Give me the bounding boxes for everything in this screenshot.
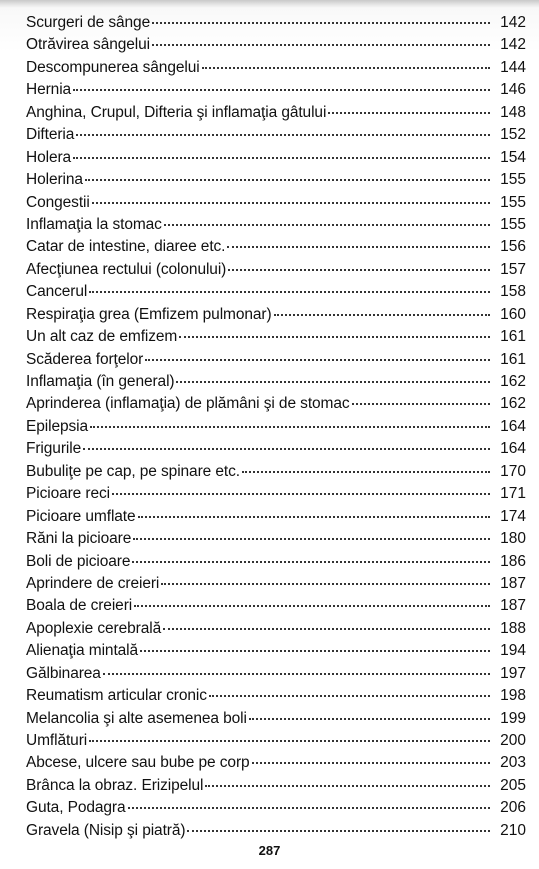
toc-entry	[26, 214, 526, 236]
toc-dot-leader	[249, 717, 490, 720]
toc-entry-page: 205	[500, 776, 526, 794]
toc-entry	[26, 192, 526, 214]
toc-entry-page: 164	[500, 417, 526, 435]
toc-entry-title: Apoplexie cerebrală	[26, 619, 162, 637]
toc-dot-leader	[161, 582, 490, 585]
toc-entry-title: Difteria	[26, 126, 75, 144]
toc-entry-page: 187	[500, 574, 526, 592]
toc-entry-title: Scurgeri de sânge	[26, 14, 151, 31]
toc-entry-page: 164	[500, 440, 526, 458]
toc-entry	[26, 169, 526, 191]
toc-entry-page: 162	[500, 373, 526, 390]
toc-entry-page: 161	[500, 350, 526, 368]
toc-entry-page: 146	[500, 81, 526, 99]
toc-entry-title: Picioare umflate	[26, 507, 136, 525]
toc-entry-page: 157	[500, 260, 526, 278]
toc-dot-leader	[202, 66, 490, 69]
toc-dot-leader	[83, 447, 490, 450]
toc-entry	[26, 820, 526, 842]
toc-entry-title: Gravela (Nisip şi piatră)	[26, 821, 186, 839]
toc-entry-title: Brânca la obraz. Erizipelul	[26, 776, 204, 794]
toc-entry	[26, 281, 526, 303]
toc-entry-title: Inflamaţia la stomac	[26, 215, 162, 233]
toc-entry	[26, 124, 526, 146]
toc-entry-title: Melancolia şi alte asemenea boli	[26, 709, 247, 727]
page-number: 287	[258, 843, 281, 858]
toc-entry-page: 200	[500, 732, 526, 749]
toc-entry-title: Răni la picioare	[26, 530, 132, 548]
toc-entry-page: 161	[500, 328, 526, 346]
toc-entry-title: Respiraţia grea (Emfizem pulmonar)	[26, 305, 272, 323]
toc-dot-leader	[209, 694, 490, 697]
toc-entry-page: 155	[500, 171, 526, 189]
toc-entry	[26, 147, 526, 169]
toc-entry-page: 187	[500, 597, 526, 615]
toc-entry-page: 206	[500, 799, 526, 817]
toc-entry-page: 155	[500, 215, 526, 233]
table-of-contents	[26, 12, 526, 842]
toc-entry-page: 194	[500, 642, 526, 660]
toc-entry-page: 171	[500, 485, 526, 503]
toc-entry	[26, 618, 526, 640]
toc-dot-leader	[152, 43, 490, 46]
toc-entry-page: 142	[500, 14, 526, 31]
toc-entry	[26, 236, 526, 258]
toc-entry-title: Anghina, Crupul, Difteria şi inflamaţia gâtului	[26, 103, 327, 121]
toc-entry-title: Boala de creieri	[26, 597, 133, 615]
toc-entry	[26, 483, 526, 505]
toc-entry-page: 186	[500, 552, 526, 570]
toc-entry	[26, 371, 526, 393]
toc-entry	[26, 752, 526, 774]
toc-entry-title: Holera	[26, 148, 72, 166]
toc-dot-leader	[145, 358, 490, 361]
toc-entry-title: Frigurile	[26, 440, 82, 458]
toc-dot-leader	[128, 806, 490, 809]
toc-entry-page: 174	[500, 507, 526, 525]
toc-entry-page: 156	[500, 238, 526, 256]
toc-entry-title: Gălbinarea	[26, 664, 101, 682]
toc-entry-page: 162	[500, 395, 526, 413]
toc-entry	[26, 259, 526, 281]
toc-dot-leader	[132, 560, 490, 563]
toc-entry-title: Umflături	[26, 732, 88, 749]
toc-entry	[26, 438, 526, 460]
toc-dot-leader	[138, 515, 490, 518]
toc-entry-page: 180	[500, 530, 526, 548]
toc-dot-leader	[352, 402, 490, 405]
toc-entry-title: Aprindere de creieri	[26, 574, 160, 592]
page-top-shadow	[0, 0, 539, 8]
toc-dot-leader	[76, 133, 490, 136]
toc-entry-page: 142	[500, 36, 526, 54]
toc-dot-leader	[89, 739, 490, 742]
toc-dot-leader	[73, 88, 490, 91]
toc-entry-title: Otrăvirea sângelui	[26, 36, 150, 54]
toc-dot-leader	[112, 492, 490, 495]
toc-entry-page: 203	[500, 754, 526, 772]
toc-entry-title: Congestii	[26, 193, 90, 211]
toc-entry	[26, 57, 526, 79]
toc-entry-page: 210	[500, 821, 526, 839]
toc-dot-leader	[242, 470, 490, 473]
toc-dot-leader	[179, 335, 490, 338]
toc-entry-title: Epilepsia	[26, 417, 89, 435]
toc-dot-leader	[228, 268, 490, 271]
toc-dot-leader	[328, 111, 490, 114]
toc-dot-leader	[187, 829, 490, 832]
toc-dot-leader	[140, 649, 490, 652]
toc-entry	[26, 528, 526, 550]
toc-entry	[26, 349, 526, 371]
toc-entry-title: Hernia	[26, 81, 72, 99]
toc-entry-title: Guta, Podagra	[26, 799, 126, 817]
toc-entry-title: Cancerul	[26, 283, 88, 301]
toc-entry	[26, 34, 526, 56]
toc-entry	[26, 708, 526, 730]
toc-entry-title: Bubuliţe pe cap, pe spinare etc.	[26, 462, 240, 480]
toc-entry-title: Descompunerea sângelui	[26, 58, 200, 76]
toc-dot-leader	[274, 313, 490, 316]
toc-dot-leader	[92, 201, 490, 204]
toc-entry-page: 170	[500, 462, 526, 480]
toc-entry-title: Inflamaţia (în general)	[26, 373, 175, 390]
toc-entry-page: 158	[500, 283, 526, 301]
toc-entry	[26, 79, 526, 101]
toc-entry-title: Reumatism articular cronic	[26, 687, 207, 705]
toc-dot-leader	[73, 156, 490, 159]
toc-dot-leader	[85, 178, 490, 181]
toc-entry	[26, 775, 526, 797]
toc-dot-leader	[163, 627, 490, 630]
toc-entry-title: Aprinderea (inflamaţia) de plămâni şi de stomac	[26, 395, 350, 413]
toc-entry	[26, 506, 526, 528]
toc-entry-page: 152	[500, 126, 526, 144]
toc-dot-leader	[227, 245, 490, 248]
toc-entry	[26, 685, 526, 707]
toc-entry-page: 160	[500, 305, 526, 323]
toc-dot-leader	[89, 290, 490, 293]
toc-entry-page: 154	[500, 148, 526, 166]
toc-entry	[26, 12, 526, 34]
toc-entry-page: 197	[500, 664, 526, 682]
toc-entry-title: Picioare reci	[26, 485, 110, 503]
toc-entry	[26, 797, 526, 819]
toc-entry-title: Abcese, ulcere sau bube pe corp	[26, 754, 250, 772]
toc-entry-page: 198	[500, 687, 526, 705]
toc-entry	[26, 393, 526, 415]
toc-entry	[26, 730, 526, 752]
toc-dot-leader	[176, 380, 490, 383]
toc-entry-title: Catar de intestine, diaree etc.	[26, 238, 226, 256]
toc-dot-leader	[205, 784, 490, 787]
toc-entry-title: Afecţiunea rectului (colonului)	[26, 260, 227, 278]
toc-entry-title: Un alt caz de emfizem	[26, 328, 178, 346]
toc-entry-page: 188	[500, 619, 526, 637]
toc-entry	[26, 326, 526, 348]
toc-entry	[26, 595, 526, 617]
toc-entry-title: Scăderea forţelor	[26, 350, 144, 368]
toc-entry	[26, 461, 526, 483]
toc-entry-page: 199	[500, 709, 526, 727]
toc-entry	[26, 573, 526, 595]
toc-dot-leader	[103, 672, 490, 675]
toc-entry-title: Holerina	[26, 171, 83, 189]
toc-entry	[26, 416, 526, 438]
toc-entry-title: Boli de picioare	[26, 552, 131, 570]
toc-dot-leader	[90, 425, 490, 428]
toc-entry-title: Alienaţia mintală	[26, 642, 139, 660]
toc-dot-leader	[252, 761, 490, 764]
toc-entry-page: 144	[500, 58, 526, 76]
toc-entry	[26, 551, 526, 573]
toc-entry	[26, 304, 526, 326]
toc-dot-leader	[164, 223, 490, 226]
toc-entry	[26, 102, 526, 124]
toc-dot-leader	[133, 537, 490, 540]
toc-entry-page: 148	[500, 103, 526, 121]
toc-dot-leader	[134, 604, 490, 607]
toc-entry	[26, 640, 526, 662]
toc-dot-leader	[152, 21, 490, 24]
toc-entry	[26, 663, 526, 685]
toc-entry-page: 155	[500, 193, 526, 211]
